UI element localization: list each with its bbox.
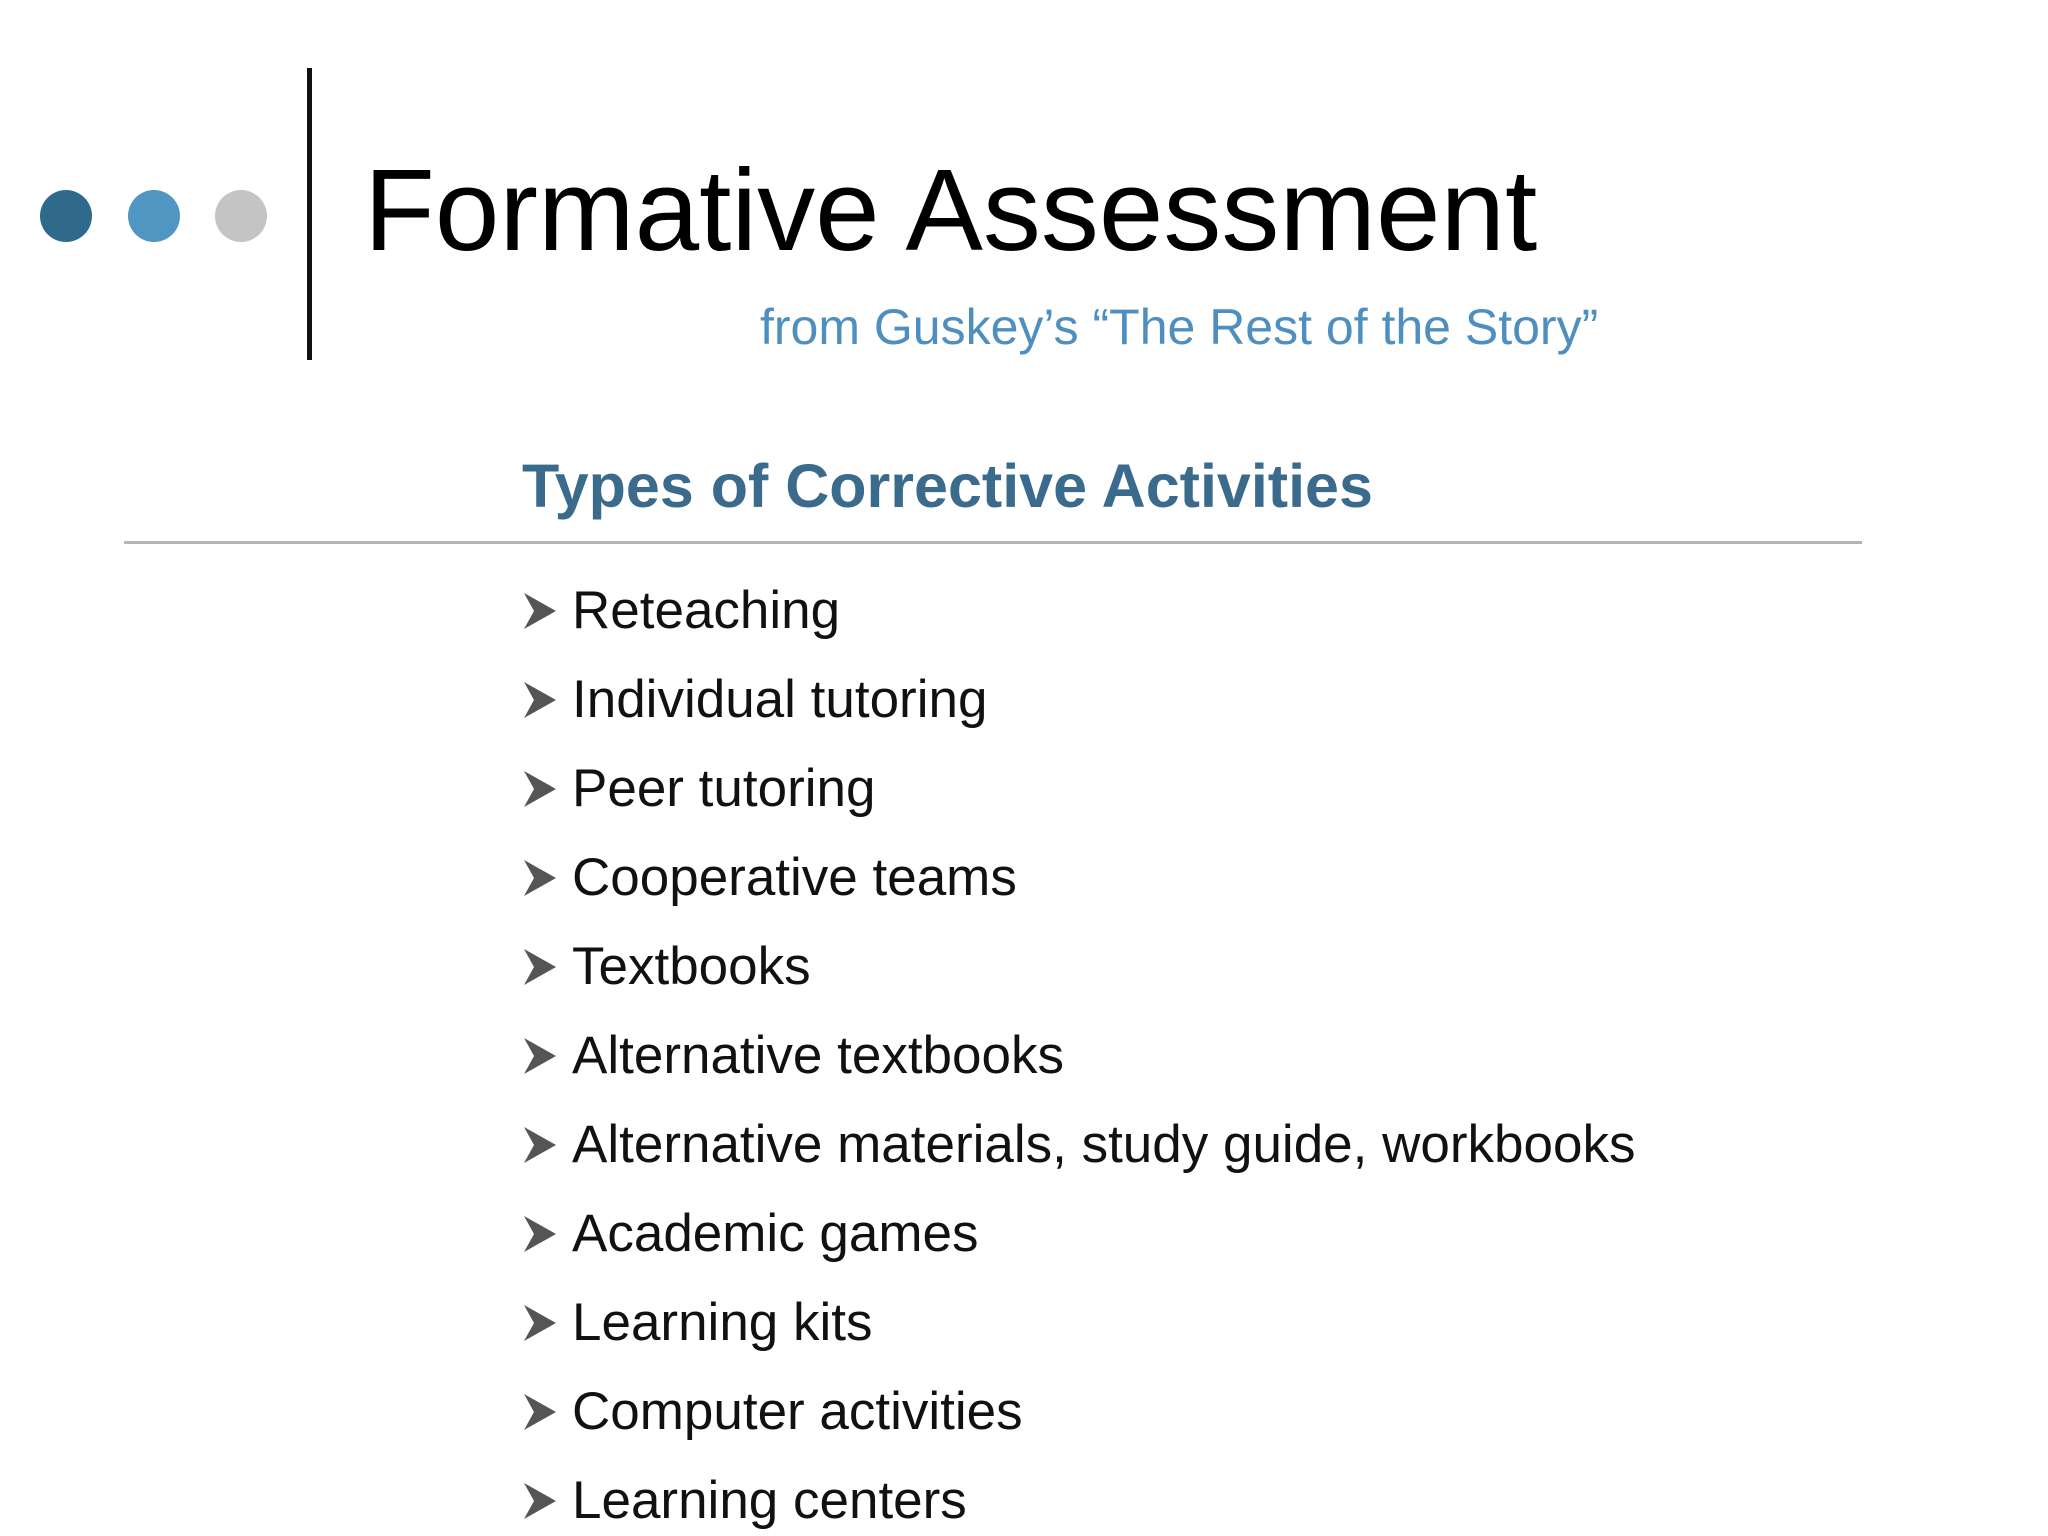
section-heading: Types of Corrective Activities — [522, 452, 1373, 520]
list-item-label: Computer activities — [572, 1382, 1023, 1441]
slide-subtitle: from Guskey’s “The Rest of the Story” — [760, 299, 1599, 355]
list-item-label: Learning centers — [572, 1471, 967, 1530]
slide-title: Formative Assessment — [364, 145, 1538, 275]
list-item — [522, 1011, 1635, 1100]
chevron-right-icon — [522, 1036, 558, 1076]
title-vertical-rule — [307, 68, 312, 360]
list-item — [522, 922, 1635, 1011]
list-item — [522, 566, 1635, 655]
list-item — [522, 744, 1635, 833]
list-item-label: Alternative materials, study guide, workbooks — [572, 1115, 1636, 1174]
list-item — [522, 1367, 1635, 1456]
list-item-label: Peer tutoring — [572, 759, 876, 818]
list-item — [522, 1456, 1635, 1536]
list-item — [522, 833, 1635, 922]
list-item-label: Textbooks — [572, 937, 811, 996]
chevron-right-icon — [522, 1392, 558, 1432]
chevron-right-icon — [522, 1125, 558, 1165]
list-item-label: Alternative textbooks — [572, 1026, 1064, 1085]
chevron-right-icon — [522, 680, 558, 720]
list-item — [522, 1278, 1635, 1367]
list-item — [522, 1189, 1635, 1278]
list-item-label: Academic games — [572, 1204, 979, 1263]
chevron-right-icon — [522, 769, 558, 809]
list-item-label: Learning kits — [572, 1293, 873, 1352]
list-item-label: Cooperative teams — [572, 848, 1017, 907]
chevron-right-icon — [522, 1214, 558, 1254]
list-item-label: Individual tutoring — [572, 670, 988, 729]
list-item — [522, 655, 1635, 744]
chevron-right-icon — [522, 591, 558, 631]
decorative-dot-mid — [128, 190, 180, 242]
heading-divider — [124, 541, 1862, 544]
corrective-activities-list — [522, 566, 1635, 1536]
list-item-label: Reteaching — [572, 581, 841, 640]
list-item — [522, 1100, 1635, 1189]
decorative-dot-light — [215, 190, 267, 242]
decorative-dot-dark — [40, 190, 92, 242]
chevron-right-icon — [522, 1303, 558, 1343]
chevron-right-icon — [522, 947, 558, 987]
chevron-right-icon — [522, 858, 558, 898]
chevron-right-icon — [522, 1481, 558, 1521]
